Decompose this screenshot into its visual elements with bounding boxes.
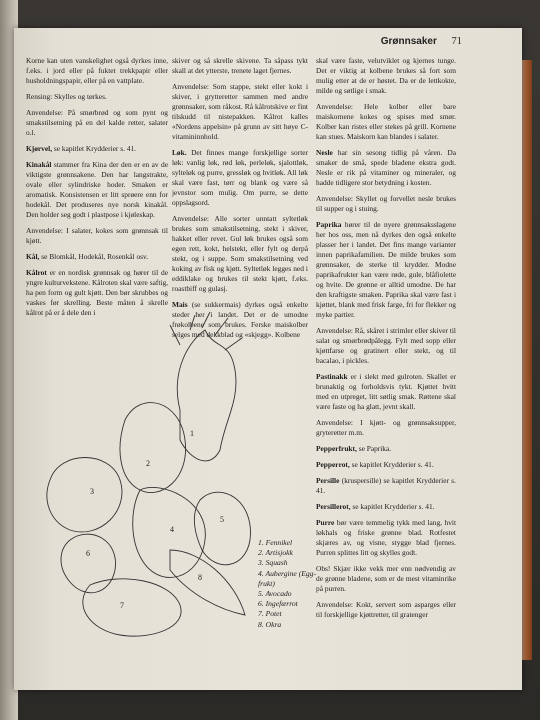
figure-number-label: 8: [198, 573, 202, 582]
paragraph: [316, 502, 456, 512]
figure-legend: [258, 538, 316, 630]
entry-text: Anvendelse: Kokt, servert som asparges eller til forskjellige kjøttretter, til gratenger: [316, 600, 456, 619]
entry-text: Anvendelse: I kjøtt- og grønnsaksupper, gryteretter m.m.: [316, 418, 456, 437]
entry-text: Obs! Skjær ikke vekk mer enn nødvendig av de grønne bladene, som er de mest vitaminrike på purren.: [316, 564, 456, 593]
paragraph: [316, 476, 456, 496]
legend-item: 3. Squash: [258, 558, 288, 568]
paragraph: [26, 144, 168, 154]
entry-text: Anvendelse: Skyllet og forvellet nesle brukes til supper og i stuing.: [316, 194, 456, 213]
entry-text: er i slekt med gulroten. Skallet er brunaktig og forholdsvis tykt. Kjøttet hvitt med en utpreget, litt søtlig smak. Røttene skal være faste og ha glatt, jevnt skall.: [316, 372, 456, 411]
figure-number-label: 1: [190, 429, 194, 438]
entry-text: se kapitlet Krydderier s. 41.: [349, 460, 434, 469]
paragraph: [316, 372, 456, 412]
section-title: Grønnsaker: [380, 36, 437, 47]
figure-number-label: 2: [146, 459, 150, 468]
entry-term: Kinakål: [26, 160, 52, 169]
entry-text: skal være faste, velutviklet og kjernes tunge. Det er viktig at kolbene brukes så fort som mulig etter at de er høstet. Da er de lettkokte, milde og søtlige i smak.: [316, 56, 456, 95]
column-2: [172, 56, 308, 346]
paragraph: [316, 444, 456, 454]
paragraph: [26, 92, 168, 102]
paragraph: [26, 226, 168, 246]
legend-item: 5. Avocado: [258, 589, 292, 599]
paragraph: [26, 160, 168, 220]
artichoke-outline: [120, 403, 186, 493]
entry-text: (kruspersille) se kapitlet Krydderier s. 41.: [316, 476, 456, 495]
entry-text: se kapitlet Krydderier s. 41.: [52, 144, 137, 153]
paragraph: [316, 102, 456, 142]
ginger-outline: [61, 534, 116, 593]
paragraph: [316, 564, 456, 594]
entry-term: Kål,: [26, 252, 40, 261]
figure-number-label: 5: [220, 515, 224, 524]
legend-item: frukt): [258, 578, 275, 588]
entry-term: Paprika: [316, 220, 342, 229]
paragraph: [172, 148, 308, 208]
entry-text: Anvendelse: På smørbrød og som pynt og smakstilsetning på en del kalde retter, salater o.l.: [26, 108, 168, 137]
paragraph: [26, 108, 168, 138]
column-3: [316, 56, 456, 626]
entry-text: Anvendelse: Rå, skåret i strimler eller skiver til salat og smørbrødpålegg. Fylt med sopp eller kjøttfarse og gratinert eller stekt, og til bacalao, i pickles.: [316, 326, 456, 365]
entry-text: se kapitlet Krydderier s. 41.: [350, 502, 435, 511]
entry-text: Anvendelse: I salater, kokes som grønnsak til kjøtt.: [26, 226, 168, 245]
figure-number-label: 3: [90, 487, 94, 496]
entry-text: hører til de nyere grønnsaksslagene her hos oss, men nå dyrkes den også enkelte plasser her i landet. Det fins mange varianter innen paprikafamilien. De milde brukes som grønnsaker, de sterke til krydder. Modne paprikafrukter kan være røde, gule, blåfiolette og hvite. De grønne er alltid umodne. De har den kraftigste smaken. Paprika skal være fast i kjøttet, blank med frisk farge, fri for flekker og myke partier.: [316, 220, 456, 319]
entry-text: skiver og så skrelle skivene. Ta såpass tykt skall at det ytterste, trenete laget fjernes.: [172, 56, 308, 75]
paragraph: [172, 214, 308, 294]
legend-item: 1. Fennikel: [258, 538, 293, 547]
entry-text: Anvendelse: Hele kolber eller bare maiskornene kokes og spises med smør. Kolber kan ristes eller stekes på grill. Kornene kan stues. Maiskorn kan blandes i salater.: [316, 102, 456, 141]
squash-outline: [47, 458, 122, 532]
entry-term: Nesle: [316, 148, 333, 157]
figure-number-label: 6: [86, 549, 90, 558]
entry-text: Rensing: Skylles og tørkes.: [26, 92, 107, 101]
entry-term: Løk.: [172, 148, 187, 157]
legend-item: 2. Artisjokk: [258, 548, 293, 558]
entry-term: Kjørvel,: [26, 144, 53, 153]
paragraph: [26, 252, 168, 262]
legend-item: 8. Okra: [258, 619, 282, 629]
entry-text: Korne kan uten vanskelighet også dyrkes inne, f.eks. i jord eller på fuktet trekkpapir eller husholdningspapir, eller på en vattplate.: [26, 56, 168, 85]
paragraph: [316, 220, 456, 320]
paragraph: [316, 194, 456, 214]
potato-outline: [83, 579, 181, 636]
paragraph: [316, 418, 456, 438]
okra-outline: [170, 550, 245, 615]
entry-text: Det finnes mange forskjellige sorter løk: vanlig løk, rød løk, perleløk, sjalottløk, sylteløk og purre, gressløk og hvitløk. All løk skal være fast, tørr og blank og være så jevnstor som mulig. Om purre, se dette oppslagsord.: [172, 148, 308, 207]
entry-term: Pepperfrukt,: [316, 444, 357, 453]
entry-term: Purre: [316, 518, 335, 527]
entry-text: bør være temmelig tykk med lang, hvit løkhals og friske grønne blad. Rotfestet skjæres av, og visne, stygge blad fjernes. Purren splittes litt og skylles godt.: [316, 518, 456, 557]
fennel-outline: [177, 330, 236, 461]
entry-term: Kålrot: [26, 268, 47, 277]
entry-text: har sin sesong tidlig på våren. Da smaker de små, spede bladene ekstra godt. Nesle er rik på vitaminer og mineraler, og hadde tidligere stor betydning i kosten.: [316, 148, 456, 187]
figure-number-label: 4: [170, 525, 174, 534]
page-number: 71: [451, 36, 462, 47]
entry-term: Pastinakk: [316, 372, 348, 381]
paragraph: [316, 148, 456, 188]
legend-item: 6. Ingefærrot: [258, 599, 298, 609]
column-1: [26, 56, 168, 324]
entry-text: Anvendelse: Som stappe, stekt eller kokt i skiver, i grytteretter sammen med andre grønnsaker, som råkost. Rå kålrotskive er fint tilskudd til nistepakken. Kålrot kalles «Nordens appelsin» på grunn av sitt høye C-vitamininnhold.: [172, 82, 308, 141]
paragraph: [172, 82, 308, 142]
paragraph: [26, 56, 168, 86]
entry-text: se Paprika.: [356, 444, 392, 453]
entry-term: Persille: [316, 476, 340, 485]
entry-text: er en nordisk grønnsak og hører til de yngre kulturvekstene. Kålroten skal være saftig, ha pen form og gult kjøtt. Den bør skrubbes og vaskes før skrelling. Beste måten å skrelle kålrot på er å dele den i: [26, 268, 168, 317]
page-header: [381, 36, 462, 47]
paragraph: [316, 600, 456, 620]
entry-text: se Blomkål, Hodekål, Rosenkål osv.: [39, 252, 149, 261]
legend-item: 7. Potet: [258, 609, 282, 619]
paragraph: [316, 460, 456, 470]
paragraph: [316, 326, 456, 366]
entry-term: Pepperrot,: [316, 460, 350, 469]
paragraph: [316, 518, 456, 558]
legend-item: 4. Aubergine (Egg-: [258, 568, 316, 578]
paragraph: [316, 56, 456, 96]
avocado-outline: [194, 492, 250, 565]
entry-text: stammer fra Kina der den er en av de viktigste grønnsakene. Den har langstrakte, ovale eller sylindriske hoder. Smaken er aromatisk. Konsistensen er litt sprøere enn for hodekål. Det produseres nye norsk kinakål. Den holder seg godt i plastpose i kjøleskap.: [26, 160, 168, 219]
figure-number-label: 7: [120, 601, 124, 610]
entry-term: Persillerot,: [316, 502, 351, 511]
entry-text: (se sukkermais) dyrkes også enkelte steder her i landet. Det er de umodne frøkolbene som brukes. Ferske maiskolber selges med dekkblad og «skjegg». Kolbene: [172, 300, 308, 339]
entry-term: Mais: [172, 300, 188, 309]
entry-text: Anvendelse: Alle sorter unntatt syltetløk brukes som smakstilsetning, stekt i skiver, hakket eller revet. Gul løk brukes også som egen rett, kokt, helstekt, eller fylt og derpå stekt, og i suppe. Som smakstilsetning ved koking av fisk og kjøtt. Syltetløk legges ned i eddiklake og brukes til stekt kjøtt, f.eks. roastbiff og gulasj.: [172, 214, 308, 293]
paragraph: [172, 56, 308, 76]
